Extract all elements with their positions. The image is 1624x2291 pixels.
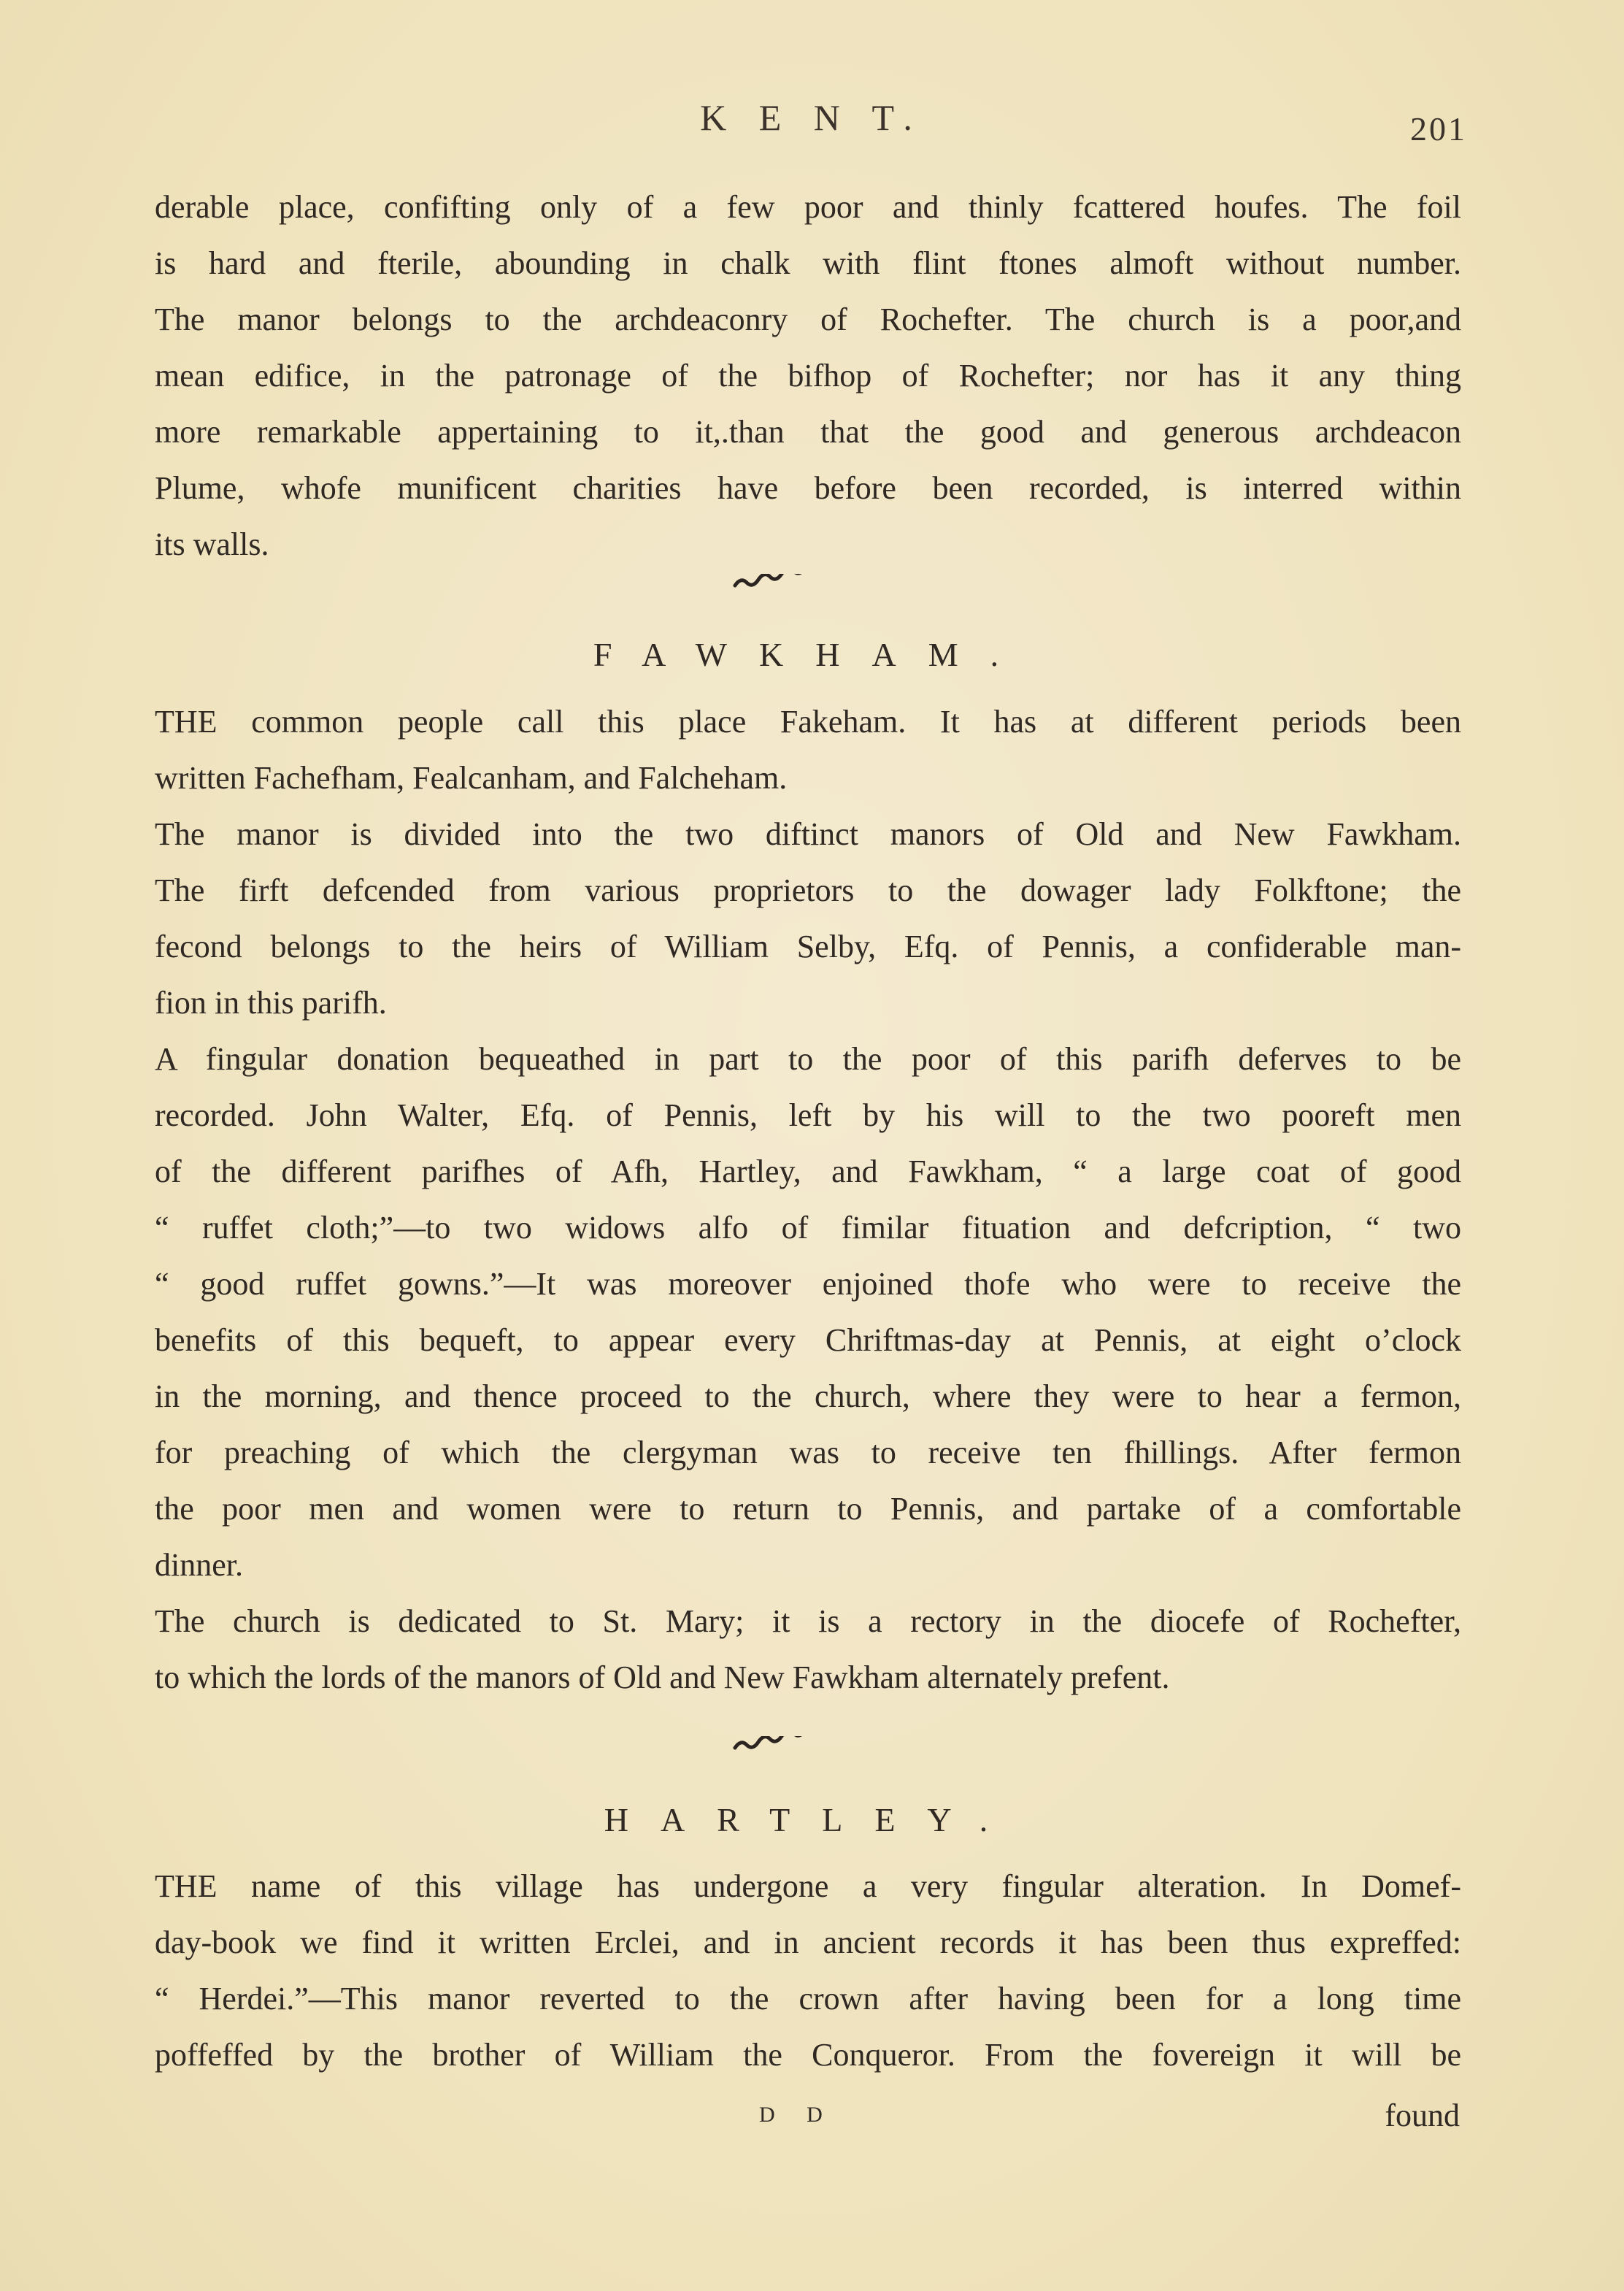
text-line: the poor men and women were to return to Pennis, and partake of a comfortable xyxy=(155,1491,1461,1527)
text-line: written Fachefham, Fealcanham, and Falcheham. xyxy=(155,760,788,796)
text-line: benefits of this bequeft, to appear every Chriftmas-day at Pennis, at eight o’clock xyxy=(155,1322,1461,1358)
text-line: “ good ruffet gowns.”—It was moreover enjoined thofe who were to receive the xyxy=(155,1266,1461,1302)
section-title-fawkham: FAWKHAM. xyxy=(593,636,1031,673)
text-line: poffeffed by the brother of William the Conqueror. From the fovereign it will be xyxy=(155,2037,1461,2073)
text-line: derable place, confifting only of a few poor and thinly fcattered houfes. The foil xyxy=(155,189,1461,225)
decorative-divider-icon xyxy=(0,574,1624,591)
page-number: 201 xyxy=(1410,110,1467,147)
text-line: for preaching of which the clergyman was to receive ten fhillings. After fermon xyxy=(155,1435,1461,1470)
text-line: is hard and fterile, abounding in chalk with flint ftones almoft without number. xyxy=(155,245,1461,281)
text-line: of the different parifhes of Afh, Hartley, and Fawkham, “ a large coat of good xyxy=(155,1154,1461,1189)
text-line: fecond belongs to the heirs of William Selby, Efq. of Pennis, a confiderable man- xyxy=(155,929,1461,964)
text-line: dinner. xyxy=(155,1547,243,1583)
fawkham-section xyxy=(155,694,1461,1705)
text-line: THE name of this village has undergone a very fingular alteration. In Domef- xyxy=(155,1868,1461,1904)
text-line: Plume, whofe munificent charities have before been recorded, is interred within xyxy=(155,470,1461,506)
intro-paragraph xyxy=(155,179,1461,572)
catchword: found xyxy=(1385,2098,1460,2133)
text-line: The manor is divided into the two diftinct manors of Old and New Fawkham. xyxy=(155,816,1461,852)
text-line: in the morning, and thence proceed to the church, where they were to hear a fermon, xyxy=(155,1378,1461,1414)
text-line: its walls. xyxy=(155,526,269,562)
signature-mark: D D xyxy=(759,2103,836,2127)
text-line: The church is dedicated to St. Mary; it is a rectory in the diocefe of Rochefter, xyxy=(155,1603,1461,1639)
text-line: recorded. John Walter, Efq. of Pennis, left by his will to the two pooreft men xyxy=(155,1097,1461,1133)
section-title-hartley: HARTLEY. xyxy=(604,1801,1020,1838)
text-line: The manor belongs to the archdeaconry of Rochefter. The church is a poor,and xyxy=(155,302,1461,337)
text-line: fion in this parifh. xyxy=(155,985,387,1021)
running-title: K E N T. xyxy=(700,97,924,138)
text-line: day-book we find it written Erclei, and in ancient records it has been thus expreffed: xyxy=(155,1924,1461,1960)
decorative-divider-icon xyxy=(0,1736,1624,1754)
text-line: “ ruffet cloth;”—to two widows alfo of fimilar fituation and defcription, “ two xyxy=(155,1210,1461,1246)
text-line: more remarkable appertaining to it,.than that the good and generous archdeacon xyxy=(155,414,1461,450)
hartley-section xyxy=(155,1858,1461,2083)
text-line: A fingular donation bequeathed in part to the poor of this parifh deferves to be xyxy=(155,1041,1461,1077)
text-line: mean edifice, in the patronage of the bifhop of Rochefter; nor has it any thing xyxy=(155,358,1461,394)
text-line: THE common people call this place Fakeham. It has at different periods been xyxy=(155,704,1461,740)
text-line: “ Herdei.”—This manor reverted to the crown after having been for a long time xyxy=(155,1981,1461,2016)
text-line: to which the lords of the manors of Old and New Fawkham alternately prefent. xyxy=(155,1659,1170,1695)
text-line: The firft defcended from various proprietors to the dowager lady Folkftone; the xyxy=(155,872,1461,908)
